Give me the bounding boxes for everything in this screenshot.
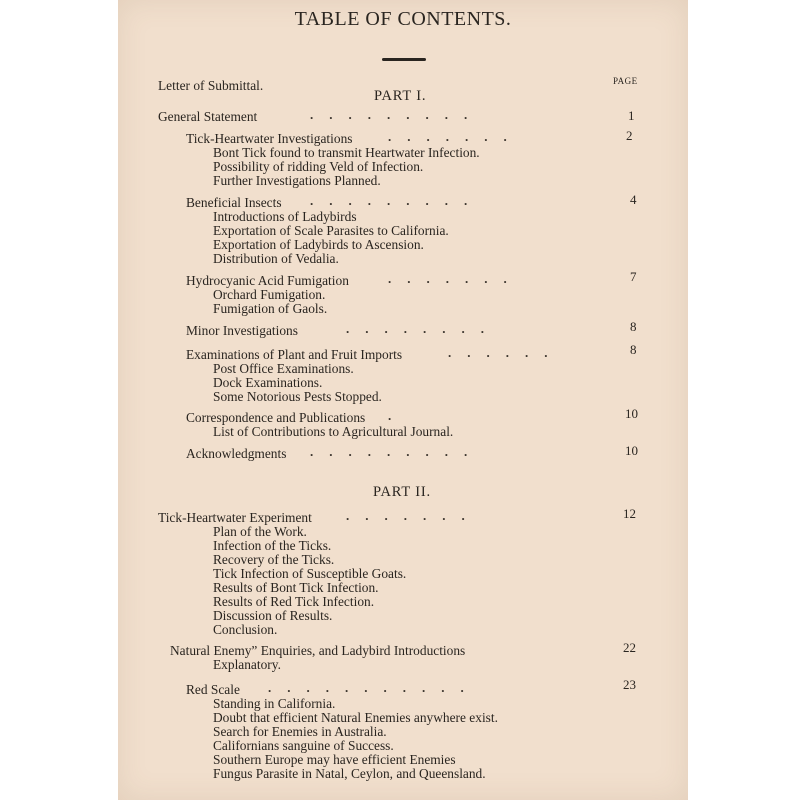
toc-subentry: Orchard Fumigation.	[213, 287, 326, 302]
toc-subentry: Southern Europe may have efficient Enemies	[213, 752, 456, 767]
toc-subentry: Introductions of Ladybirds	[213, 209, 357, 224]
toc-subentry: Standing in California.	[213, 696, 336, 711]
toc-entry: Tick-Heartwater Experiment	[158, 510, 312, 525]
toc-subentry: Dock Examinations.	[213, 375, 323, 390]
toc-subentry: Tick Infection of Susceptible Goats.	[213, 566, 407, 581]
toc-subentry: Post Office Examinations.	[213, 361, 354, 376]
toc-subentry: Exportation of Scale Parasites to California.	[213, 223, 449, 238]
toc-entry: Correspondence and Publications	[186, 410, 366, 425]
toc-subentry: Results of Bont Tick Infection.	[213, 580, 379, 595]
leader-dots: ........	[346, 321, 500, 336]
leader-dots: .........	[310, 444, 484, 459]
toc-subentry: Explanatory.	[213, 657, 281, 672]
leader-dots: .........	[310, 193, 484, 208]
page-number: 2	[626, 128, 633, 143]
toc-entry: Beneficial Insects	[186, 195, 282, 210]
toc-subentry: Exportation of Ladybirds to Ascension.	[213, 237, 424, 252]
part-1-heading: PART I.	[374, 88, 427, 104]
page-number: 4	[630, 192, 637, 207]
leader-dots: ......	[448, 345, 564, 360]
toc-subentry: Search for Enemies in Australia.	[213, 724, 387, 739]
toc-entry: Tick-Heartwater Investigations	[186, 131, 353, 146]
page-number: 8	[630, 342, 637, 357]
toc-entry: Examinations of Plant and Fruit Imports	[186, 347, 403, 362]
toc-subentry: Results of Red Tick Infection.	[213, 594, 375, 609]
leader-dots: ...........	[268, 680, 480, 695]
page-number: 1	[628, 108, 635, 123]
toc-subentry: Bont Tick found to transmit Heartwater Infection.	[213, 145, 480, 160]
toc-subentry: Plan of the Work.	[213, 524, 307, 539]
toc-subentry: Infection of the Ticks.	[213, 538, 332, 553]
toc-subentry: Some Notorious Pests Stopped.	[213, 389, 382, 404]
leader-dots: .......	[388, 129, 523, 144]
toc-subentry: Possibility of ridding Veld of Infection.	[213, 159, 424, 174]
part-2-heading: PART II.	[373, 484, 431, 500]
title-rule	[382, 58, 426, 61]
toc-entry: Minor Investigations	[186, 323, 298, 338]
page-number: 7	[630, 269, 637, 284]
page-number: 8	[630, 319, 637, 334]
leader-dots: .........	[310, 107, 484, 122]
page-number: 12	[623, 506, 636, 521]
toc-subentry: Fumigation of Gaols.	[213, 301, 328, 316]
leader-dots: .......	[388, 271, 523, 286]
letter-of-submittal: Letter of Submittal.	[158, 78, 264, 93]
page-column-header: PAGE	[613, 76, 638, 86]
toc-entry: Hydrocyanic Acid Fumigation	[186, 273, 349, 288]
page-number: 23	[623, 677, 636, 692]
toc-entry: Red Scale	[186, 682, 240, 697]
toc-entry: Acknowledgments	[186, 446, 287, 461]
toc-subentry: Discussion of Results.	[213, 608, 333, 623]
toc-subentry: List of Contributions to Agricultural Journal.	[213, 424, 454, 439]
toc-entry: Natural Enemy” Enquiries, and Ladybird Introductions	[170, 643, 466, 658]
document-page	[118, 0, 688, 800]
toc-entry-general-statement: General Statement	[158, 109, 258, 124]
toc-subentry: Further Investigations Planned.	[213, 173, 381, 188]
leader-dots: .	[388, 408, 408, 423]
page-number: 10	[625, 406, 638, 421]
page-number: 10	[625, 443, 638, 458]
page-number: 22	[623, 640, 636, 655]
toc-subentry: Recovery of the Ticks.	[213, 552, 335, 567]
toc-subentry: Distribution of Vedalia.	[213, 251, 339, 266]
leader-dots: .......	[346, 508, 481, 523]
toc-subentry: Fungus Parasite in Natal, Ceylon, and Queensland.	[213, 766, 486, 781]
toc-subentry: Californians sanguine of Success.	[213, 738, 394, 753]
toc-subentry: Doubt that efficient Natural Enemies anywhere exist.	[213, 710, 498, 725]
toc-subentry: Conclusion.	[213, 622, 278, 637]
page-title: TABLE OF CONTENTS.	[294, 8, 512, 30]
